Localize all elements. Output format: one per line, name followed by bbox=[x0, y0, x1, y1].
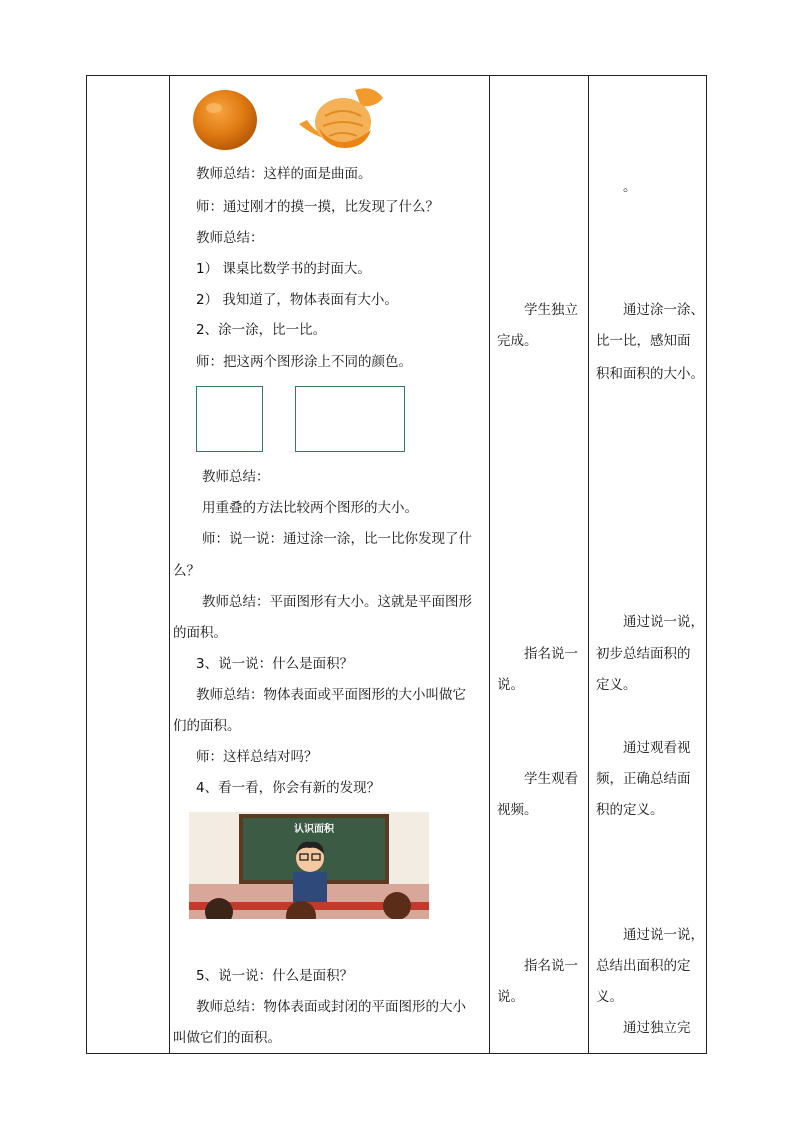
intent-text: 初步总结面积的 bbox=[596, 646, 691, 662]
intent-text: 义。 bbox=[596, 989, 623, 1005]
text-line: 用重叠的方法比较两个图形的大小。 bbox=[202, 500, 418, 516]
intent-text: 。 bbox=[623, 179, 637, 195]
text-line: 3、说一说：什么是面积？ bbox=[196, 656, 354, 672]
large-rectangle bbox=[295, 386, 405, 452]
text-line: 教师总结：物体表面或平面图形的大小叫做它 bbox=[196, 687, 466, 703]
student-text: 完成。 bbox=[497, 333, 538, 349]
text-line: 教师总结： bbox=[202, 469, 270, 485]
text-line: 师：把这两个图形涂上不同的颜色。 bbox=[196, 354, 412, 370]
text-line: 2、涂一涂，比一比。 bbox=[196, 322, 327, 338]
column-divider bbox=[169, 76, 170, 1053]
student-text: 视频。 bbox=[497, 802, 538, 818]
intent-text: 积的定义。 bbox=[596, 802, 664, 818]
text-line: 教师总结：平面图形有大小。这就是平面图形 bbox=[202, 594, 472, 610]
video-still-image bbox=[189, 812, 429, 919]
video-title: 认识面积 bbox=[294, 824, 334, 835]
text-line: 么？ bbox=[173, 563, 200, 579]
text-line: 的面积。 bbox=[173, 625, 227, 641]
intent-text: 定义。 bbox=[596, 677, 637, 693]
text-line: 师：通过刚才的摸一摸，比发现了什么？ bbox=[196, 199, 439, 215]
student-text: 说。 bbox=[497, 677, 524, 693]
column-divider bbox=[489, 76, 490, 1053]
intent-text: 比一比，感知面 bbox=[596, 333, 691, 349]
text-line: 4、看一看，你会有新的发现？ bbox=[196, 780, 381, 796]
intent-text: 通过观看视 bbox=[623, 740, 691, 756]
intent-text: 频，正确总结面 bbox=[596, 771, 691, 787]
student-text: 学生独立 bbox=[524, 302, 578, 318]
text-line: 5、说一说：什么是面积？ bbox=[196, 968, 354, 984]
text-line: 们的面积。 bbox=[173, 718, 241, 734]
column-divider bbox=[588, 76, 589, 1053]
student-text: 学生观看 bbox=[524, 771, 578, 787]
intent-text: 通过涂一涂、 bbox=[623, 302, 704, 318]
student-text: 指名说一 bbox=[524, 958, 578, 974]
text-line: 师：这样总结对吗？ bbox=[196, 749, 318, 765]
intent-text: 通过说一说， bbox=[623, 614, 704, 630]
text-line: 教师总结：这样的面是曲面。 bbox=[196, 166, 372, 182]
whole-orange-image bbox=[190, 88, 260, 152]
text-line: 叫做它们的面积。 bbox=[173, 1030, 281, 1046]
intent-text: 通过说一说， bbox=[623, 927, 704, 943]
text-line: 1） 课桌比数学书的封面大。 bbox=[196, 261, 371, 277]
text-line: 教师总结：物体表面或封闭的平面图形的大小 bbox=[196, 999, 466, 1015]
intent-text: 积和面积的大小。 bbox=[596, 366, 704, 382]
peeled-orange-image bbox=[295, 84, 387, 150]
text-line: 师：说一说：通过涂一涂，比一比你发现了什 bbox=[202, 531, 472, 547]
text-line: 2） 我知道了，物体表面有大小。 bbox=[196, 292, 398, 308]
intent-text: 通过独立完 bbox=[623, 1020, 691, 1036]
intent-text: 总结出面积的定 bbox=[596, 958, 691, 974]
student-text: 说。 bbox=[497, 989, 524, 1005]
student-text: 指名说一 bbox=[524, 646, 578, 662]
text-line: 教师总结： bbox=[196, 230, 264, 246]
small-rectangle bbox=[196, 386, 263, 452]
